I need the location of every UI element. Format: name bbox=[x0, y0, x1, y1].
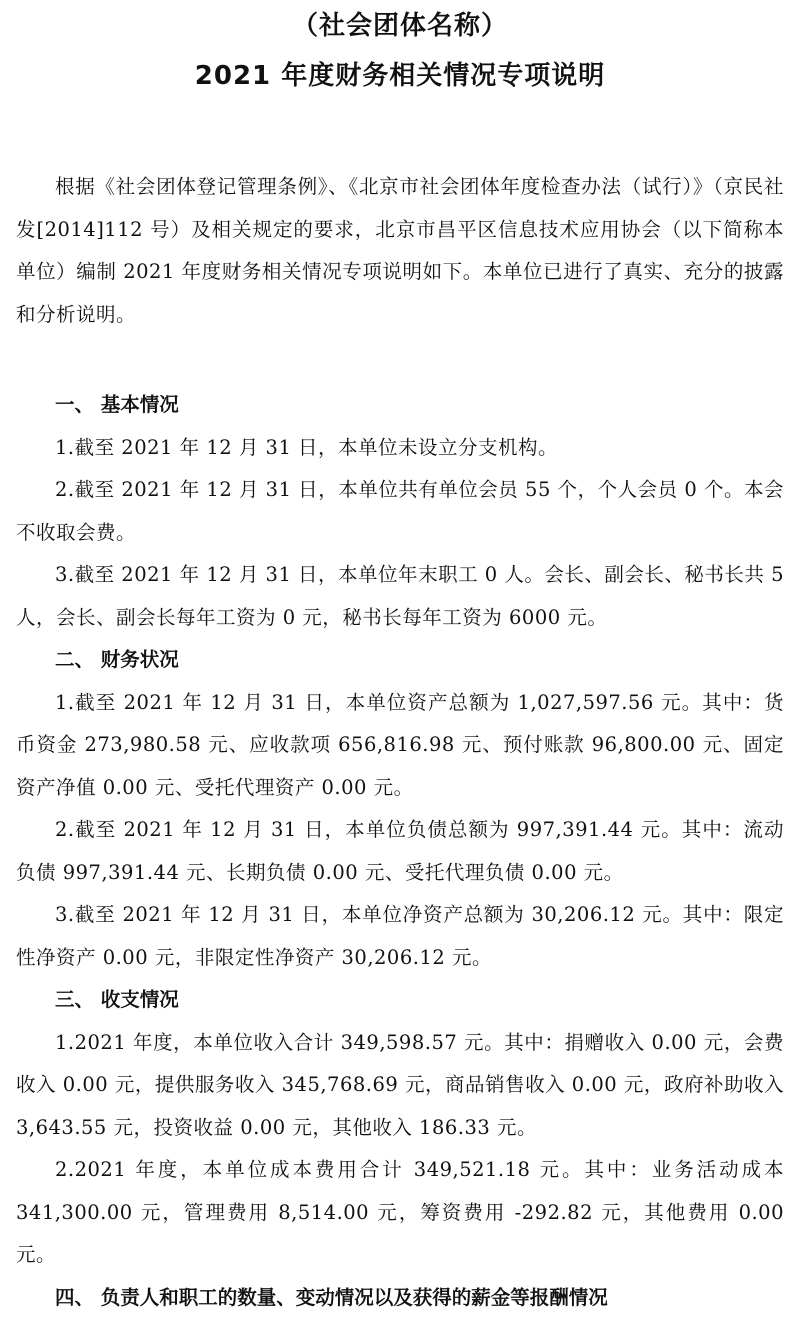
paragraph: 1.截至 2021 年 12 月 31 日，本单位资产总额为 1,027,597.56 元。其中：货币资金 273,980.58 元、应收款项 656,816.98 元、预付账款 96,800.00 元、固定资产净值 0.00 元、受托代理资产 0.00 元。 bbox=[16, 682, 784, 810]
section-staff-compensation bbox=[16, 1277, 784, 1319]
section-financial-status bbox=[16, 639, 784, 979]
section-income-expense bbox=[16, 979, 784, 1277]
document-title-org: （社会团体名称） bbox=[16, 4, 784, 48]
paragraph: 2.截至 2021 年 12 月 31 日，本单位负债总额为 997,391.44 元。其中：流动负债 997,391.44 元、长期负债 0.00 元、受托代理负债 0.00 元。 bbox=[16, 809, 784, 894]
paragraph: 3.截至 2021 年 12 月 31 日，本单位年末职工 0 人。会长、副会长、秘书长共 5 人，会长、副会长每年工资为 0 元，秘书长每年工资为 6000 元。 bbox=[16, 554, 784, 639]
section-basic-info bbox=[16, 384, 784, 639]
section-heading: 二、 财务状况 bbox=[16, 639, 784, 682]
paragraph: 3.截至 2021 年 12 月 31 日，本单位净资产总额为 30,206.12 元。其中：限定性净资产 0.00 元，非限定性净资产 30,206.12 元。 bbox=[16, 894, 784, 979]
section-heading: 四、 负责人和职工的数量、变动情况以及获得的薪金等报酬情况 bbox=[16, 1277, 784, 1319]
paragraph: 1.2021 年度，本单位收入合计 349,598.57 元。其中：捐赠收入 0.00 元，会费收入 0.00 元，提供服务收入 345,768.69 元，商品销售收入 0.00 元，政府补助收入 3,643.55 元，投资收益 0.00 元，其他收入 186.33 元。 bbox=[16, 1022, 784, 1150]
section-heading: 一、 基本情况 bbox=[16, 384, 784, 427]
section-heading: 三、 收支情况 bbox=[16, 979, 784, 1022]
paragraph: 2.2021 年度，本单位成本费用合计 349,521.18 元。其中：业务活动成本 341,300.00 元，管理费用 8,514.00 元，筹资费用 -292.82 元，其他费用 0.00 元。 bbox=[16, 1149, 784, 1277]
paragraph: 2.截至 2021 年 12 月 31 日，本单位共有单位会员 55 个，个人会员 0 个。本会不收取会费。 bbox=[16, 469, 784, 554]
paragraph: 1.截至 2021 年 12 月 31 日，本单位未设立分支机构。 bbox=[16, 427, 784, 470]
intro-paragraph: 根据《社会团体登记管理条例》、《北京市社会团体年度检查办法（试行）》（京民社发[2014]112 号）及相关规定的要求，北京市昌平区信息技术应用协会（以下简称本单位）编制 2021 年度财务相关情况专项说明如下。本单位已进行了真实、充分的披露和分析说明。 bbox=[16, 166, 784, 336]
document-title: 2021 年度财务相关情况专项说明 bbox=[16, 54, 784, 98]
